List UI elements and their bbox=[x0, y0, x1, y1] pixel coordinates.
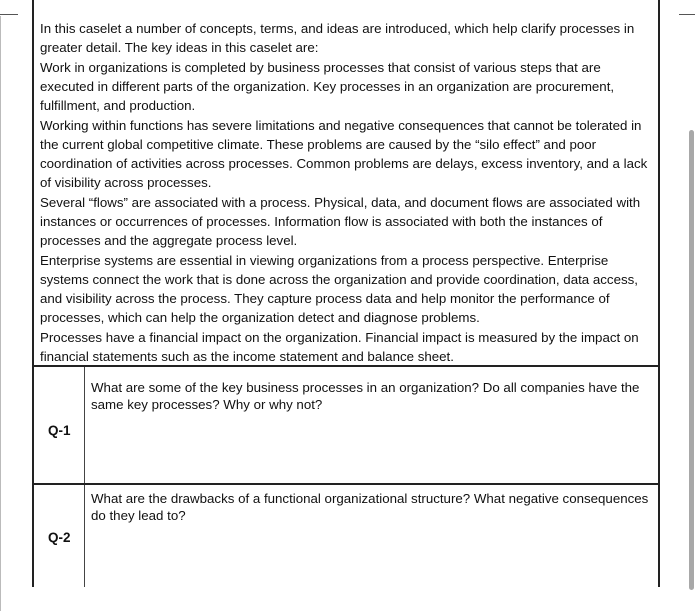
page-top-rule-right bbox=[679, 14, 695, 15]
question-text: What are some of the key business processes in an organization? Do all companies have the same key processes? Why or why not? bbox=[91, 380, 640, 412]
question-label-cell bbox=[34, 485, 85, 587]
question-label: Q-2 bbox=[48, 530, 71, 545]
question-label-cell bbox=[34, 367, 85, 483]
vertical-scrollbar[interactable] bbox=[689, 130, 694, 590]
intro-opening-paragraph: In this caselet a number of concepts, terms, and ideas are introduced, which help clarify processes in greater detail. The key ideas in this caselet are: bbox=[40, 21, 635, 55]
question-row-q2 bbox=[32, 485, 660, 587]
key-idea-paragraph: Processes have a financial impact on the organization. Financial impact is measured by the impact on financial statements such as the income statement and balance sheet. bbox=[40, 330, 639, 364]
key-idea-paragraph: Work in organizations is completed by business processes that consist of various steps that are executed in different parts of the organization. Key processes in an organization are procurement, fulfillment, and production. bbox=[40, 60, 615, 113]
key-idea-paragraph: Enterprise systems are essential in viewing organizations from a process perspective. Enterprise systems connect the work that is done across the organization and provide coordination, data access, and visibility across the process. They capture process data and help monitor the performance of processes, which can help the organization detect and diagnose problems. bbox=[40, 253, 638, 325]
question-text: What are the drawbacks of a functional organizational structure? What negative consequences do they lead to? bbox=[91, 491, 649, 523]
page-top-rule-left bbox=[0, 14, 18, 15]
caselet-intro-cell bbox=[32, 0, 660, 367]
page-edge-line bbox=[0, 16, 1, 611]
caselet-table bbox=[32, 0, 664, 587]
question-label: Q-1 bbox=[48, 423, 71, 438]
key-idea-paragraph: Working within functions has severe limitations and negative consequences that cannot be tolerated in the current global competitive climate. These problems are caused by the “silo effect” and poor coordination of activities across processes. Common problems are delays, excess inventory, and a lack of visibility across processes. bbox=[40, 118, 648, 190]
key-idea-paragraph: Several “flows” are associated with a process. Physical, data, and document flows are associated with instances or occurrences of processes. Information flow is associated with both the instances of processes and the aggregate process level. bbox=[40, 195, 641, 248]
question-row-q1 bbox=[32, 367, 660, 485]
